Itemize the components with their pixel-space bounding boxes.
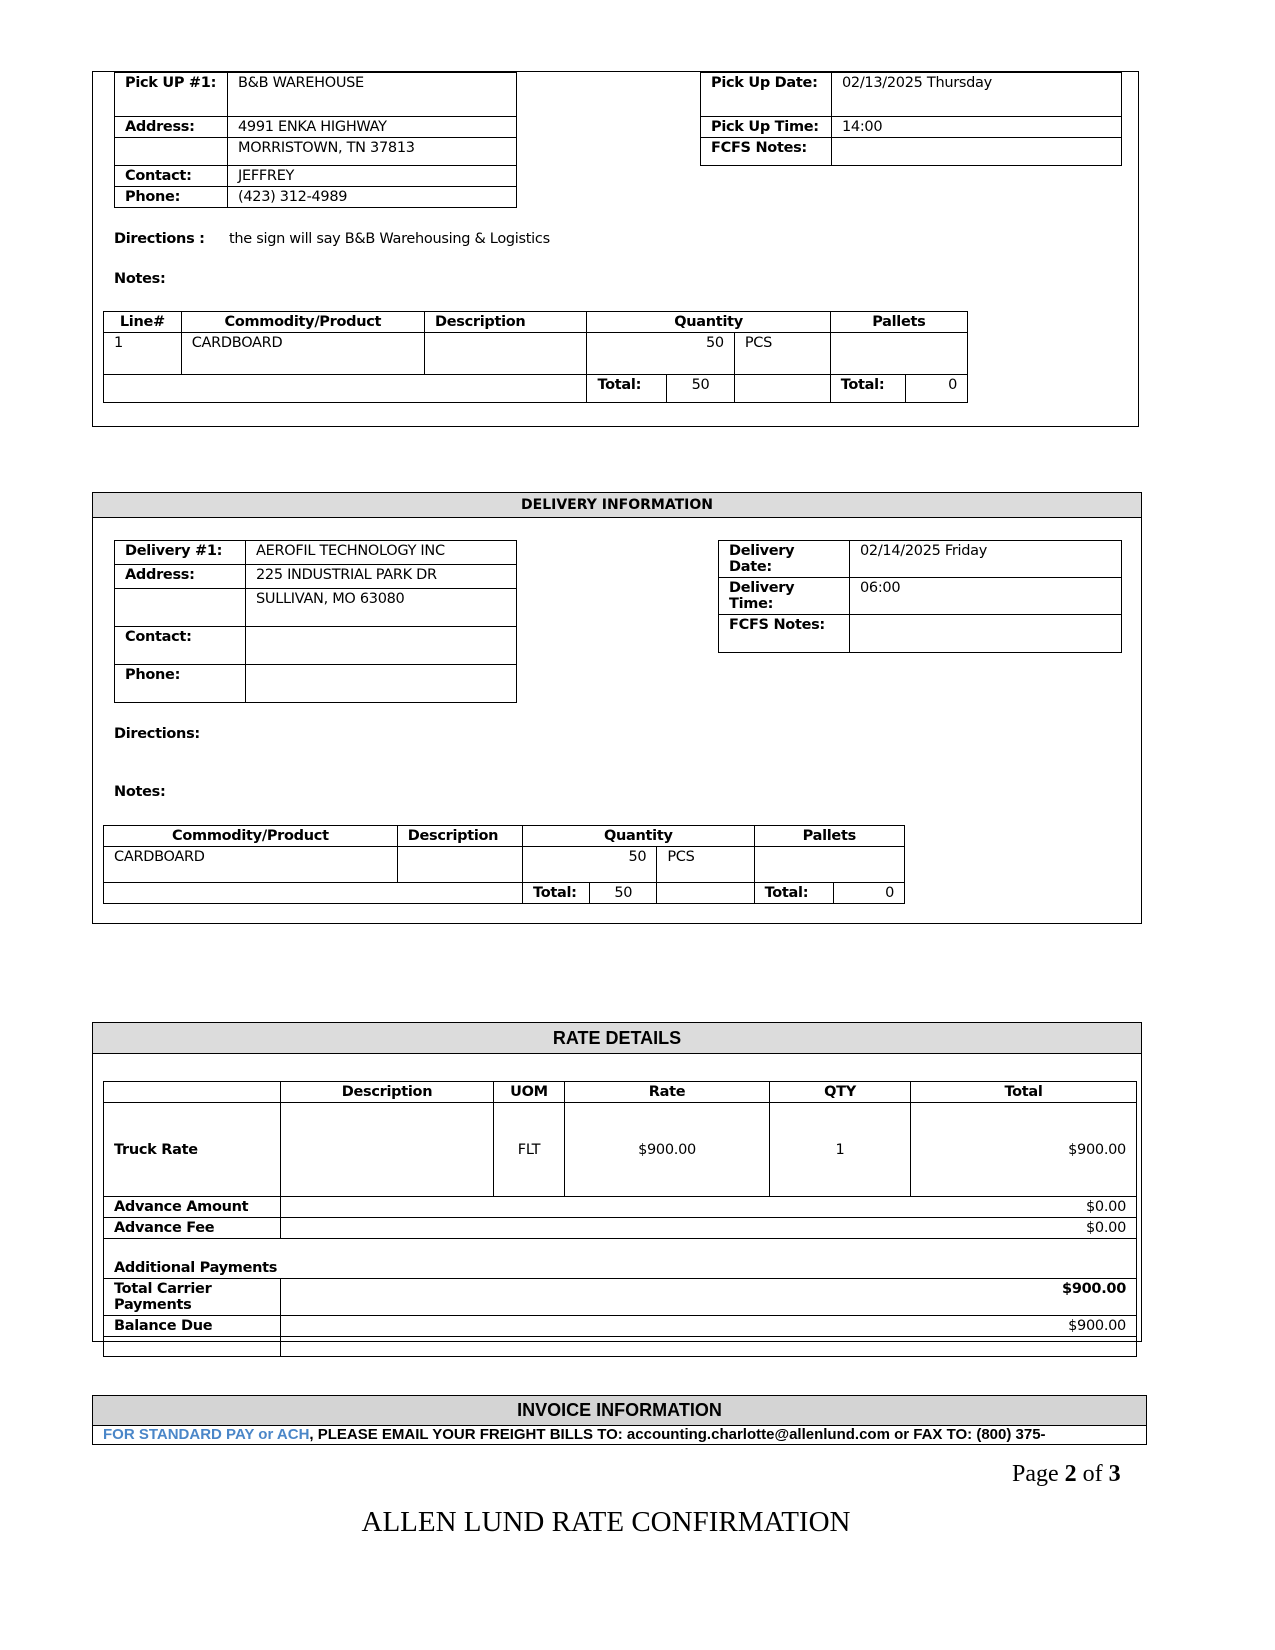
additional-payments-label: Additional Payments <box>104 1239 1137 1279</box>
standard-pay-link[interactable]: FOR STANDARD PAY or ACH <box>103 1426 310 1443</box>
table-row-commodity: CARDBOARD <box>181 333 424 375</box>
col-description: Description <box>281 1082 494 1103</box>
delivery-address-line1: 225 INDUSTRIAL PARK DR <box>246 565 517 589</box>
total-carrier-label: Total Carrier Payments <box>104 1279 281 1316</box>
truck-rate: $900.00 <box>565 1103 770 1197</box>
col-pallets: Pallets <box>830 312 967 333</box>
col-pallets: Pallets <box>754 826 904 847</box>
advance-fee: $0.00 <box>281 1218 1137 1239</box>
pickup-address-label: Address: <box>115 117 228 138</box>
document-title: ALLEN LUND RATE CONFIRMATION <box>361 1506 851 1538</box>
qty-total: 50 <box>590 883 657 904</box>
page-prefix: Page <box>1012 1461 1065 1487</box>
pickup-address-line2: MORRISTOWN, TN 37813 <box>228 138 517 166</box>
delivery-time-value: 06:00 <box>850 578 1122 615</box>
invoice-section-title: INVOICE INFORMATION <box>93 1396 1146 1426</box>
delivery-commodity-table <box>103 825 905 904</box>
delivery-time-label: Delivery Time: <box>719 578 850 615</box>
table-row-commodity: CARDBOARD <box>104 847 398 883</box>
pallet-total: 0 <box>906 375 968 403</box>
pickup-stop-table <box>114 72 517 208</box>
delivery-schedule-table <box>718 540 1122 653</box>
qty-total-label: Total: <box>523 883 590 904</box>
pickup-date-value: 02/13/2025 Thursday <box>832 73 1122 117</box>
table-row-unit: PCS <box>657 847 754 883</box>
col-qty: QTY <box>770 1082 911 1103</box>
advance-amount-label: Advance Amount <box>104 1197 281 1218</box>
pickup-contact-label: Contact: <box>115 166 228 187</box>
total-carrier: $900.00 <box>281 1279 1137 1316</box>
pallet-total-label: Total: <box>754 883 833 904</box>
col-description: Description <box>424 312 587 333</box>
pickup-contact-value: JEFFREY <box>228 166 517 187</box>
delivery-directions-label: Directions: <box>114 726 200 742</box>
col-line: Line# <box>104 312 182 333</box>
delivery-stop-table <box>114 540 517 703</box>
col-uom: UOM <box>494 1082 565 1103</box>
pickup-directions-label: Directions : <box>114 231 205 247</box>
delivery-date-value: 02/14/2025 Friday <box>850 541 1122 578</box>
delivery-phone-label: Phone: <box>115 665 246 703</box>
page-current: 2 <box>1064 1461 1077 1487</box>
truck-total: $900.00 <box>911 1103 1137 1197</box>
invoice-section <box>92 1395 1147 1445</box>
table-row-unit: PCS <box>734 333 830 375</box>
col-total: Total <box>911 1082 1137 1103</box>
col-quantity: Quantity <box>587 312 830 333</box>
pickup-fcfs-label: FCFS Notes: <box>701 138 832 166</box>
table-row-qty: 50 <box>587 333 734 375</box>
delivery-contact-label: Contact: <box>115 627 246 665</box>
pickup-time-label: Pick Up Time: <box>701 117 832 138</box>
pickup-time-value: 14:00 <box>832 117 1122 138</box>
balance-due: $900.00 <box>281 1316 1137 1337</box>
pickup-date-label: Pick Up Date: <box>701 73 832 117</box>
pickup-stop-value: B&B WAREHOUSE <box>228 73 517 117</box>
pickup-notes-label: Notes: <box>114 271 166 287</box>
delivery-notes-label: Notes: <box>114 784 166 800</box>
col-quantity: Quantity <box>523 826 755 847</box>
pickup-commodity-table <box>103 311 968 403</box>
delivery-address-label: Address: <box>115 565 246 589</box>
balance-label: Balance Due <box>104 1316 281 1337</box>
delivery-address-line2: SULLIVAN, MO 63080 <box>246 589 517 627</box>
col-commodity: Commodity/Product <box>104 826 398 847</box>
page-total: 3 <box>1108 1461 1121 1487</box>
invoice-instructions: , PLEASE EMAIL YOUR FREIGHT BILLS TO: accounting.charlotte@allenlund.com or FAX TO: (800) 375- <box>309 1426 1046 1443</box>
truck-uom: FLT <box>494 1103 565 1197</box>
delivery-section-title: DELIVERY INFORMATION <box>93 493 1141 518</box>
delivery-fcfs-label: FCFS Notes: <box>719 615 850 653</box>
col-commodity: Commodity/Product <box>181 312 424 333</box>
page-indicator <box>1012 1461 1121 1488</box>
rate-table <box>103 1081 1137 1357</box>
qty-total: 50 <box>667 375 735 403</box>
pickup-phone-label: Phone: <box>115 187 228 208</box>
pickup-stop-label: Pick UP #1: <box>115 73 228 117</box>
table-row-line: 1 <box>104 333 182 375</box>
advance-fee-label: Advance Fee <box>104 1218 281 1239</box>
rate-section-title: RATE DETAILS <box>93 1023 1141 1054</box>
advance-amount: $0.00 <box>281 1197 1137 1218</box>
delivery-stop-label: Delivery #1: <box>115 541 246 565</box>
pickup-schedule-table <box>700 72 1122 166</box>
pickup-phone-value: (423) 312-4989 <box>228 187 517 208</box>
qty-total-label: Total: <box>587 375 667 403</box>
truck-qty: 1 <box>770 1103 911 1197</box>
col-rate: Rate <box>565 1082 770 1103</box>
pallet-total: 0 <box>833 883 904 904</box>
col-description: Description <box>397 826 522 847</box>
pallet-total-label: Total: <box>830 375 906 403</box>
page-of: of <box>1076 1461 1109 1487</box>
truck-rate-label: Truck Rate <box>104 1103 281 1197</box>
pickup-directions-value: the sign will say B&B Warehousing & Logistics <box>229 231 550 247</box>
delivery-stop-value: AEROFIL TECHNOLOGY INC <box>246 541 517 565</box>
pickup-address-line1: 4991 ENKA HIGHWAY <box>228 117 517 138</box>
table-row-qty: 50 <box>523 847 657 883</box>
delivery-date-label: Delivery Date: <box>719 541 850 578</box>
